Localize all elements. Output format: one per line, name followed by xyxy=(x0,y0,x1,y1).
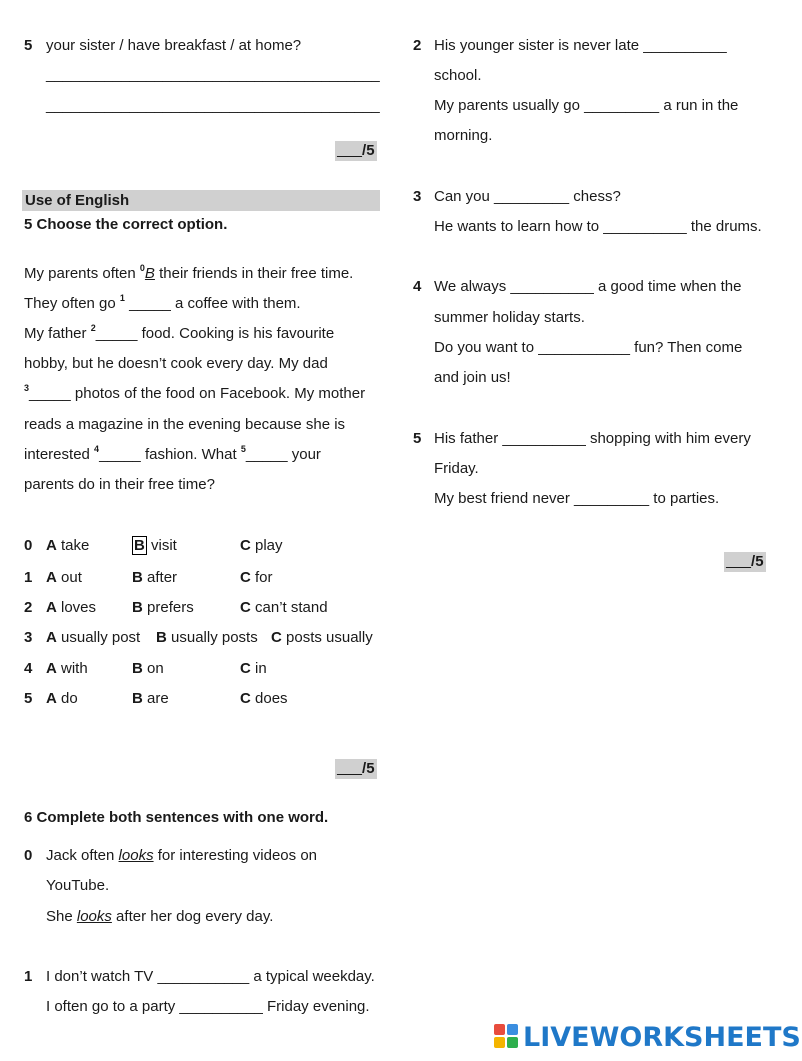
option-a[interactable]: A out xyxy=(46,569,82,586)
paragraph-line-7: interested $^4$_____ fashion. What $^5$_____ your xyxy=(24,444,321,463)
item-3-line-2[interactable]: He wants to learn how to __________ the drums. xyxy=(434,218,762,235)
item-4-line-4: and join us! xyxy=(434,369,511,386)
option-b[interactable]: B on xyxy=(132,660,164,677)
item-5-line-3[interactable]: My best friend never _________ to parties. xyxy=(434,490,720,507)
item-2-line-3[interactable]: My parents usually go _________ a run in the xyxy=(434,97,739,114)
item-5-number: 5 xyxy=(413,430,422,447)
score-box-1: ___/5 xyxy=(337,142,375,159)
exercise-5-heading: 5 Choose the correct option. xyxy=(24,216,228,233)
option-c[interactable]: C for xyxy=(240,569,273,586)
logo-mark-icon xyxy=(494,1024,520,1050)
item-2-number: 2 xyxy=(413,37,422,54)
exercise-6-heading: 6 Complete both sentences with one word. xyxy=(24,809,329,826)
item-5-line-2: Friday. xyxy=(434,460,479,477)
q5-prompt: your sister / have breakfast / at home? xyxy=(46,37,302,54)
option-b[interactable]: B prefers xyxy=(132,599,194,616)
logo-text: LIVEWORKSHEETS xyxy=(523,1021,801,1053)
paragraph-line-5: $^3$_____ photos of the food on Facebook. My mother xyxy=(24,383,366,402)
option-a[interactable]: A take xyxy=(46,537,90,554)
item-3-line-1[interactable]: Can you _________ chess? xyxy=(434,188,621,205)
option-a[interactable]: A loves xyxy=(46,599,97,616)
item-1-line-1[interactable]: I don’t watch TV ___________ a typical weekday. xyxy=(46,968,375,985)
q5-answer-line-2[interactable]: ________________________________________ xyxy=(46,97,380,114)
item-0-line-3: She looks after her dog every day. xyxy=(46,908,274,925)
option-c[interactable]: C in xyxy=(240,660,267,677)
option-c[interactable]: C does xyxy=(240,690,288,707)
option-a[interactable]: A with xyxy=(46,660,88,677)
item-4-line-1[interactable]: We always __________ a good time when the xyxy=(434,278,742,295)
option-c[interactable]: C posts usually xyxy=(271,629,373,646)
option-a[interactable]: A usually post xyxy=(46,629,141,646)
item-2-line-4: morning. xyxy=(434,127,493,144)
item-4-number: 4 xyxy=(413,278,422,295)
item-0-line-2: YouTube. xyxy=(46,877,110,894)
liveworksheets-logo[interactable] xyxy=(494,1020,801,1054)
paragraph-line-8: parents do in their free time? xyxy=(24,476,215,493)
paragraph-line-1: My parents often $^0$B their friends in their free time. xyxy=(24,263,354,282)
q5-number: 5 xyxy=(24,37,33,54)
item-1-number: 1 xyxy=(24,968,33,985)
item-4-line-2: summer holiday starts. xyxy=(434,309,585,326)
item-5-line-1[interactable]: His father __________ shopping with him every xyxy=(434,430,751,447)
section-title-use-of-english: Use of English xyxy=(22,190,380,211)
score-box-2: ___/5 xyxy=(337,760,375,777)
paragraph-line-4: hobby, but he doesn’t cook every day. My dad xyxy=(24,355,328,372)
option-a[interactable]: A do xyxy=(46,690,78,707)
score-box-3: ___/5 xyxy=(726,553,764,570)
paragraph-line-2: They often go $^1$ _____ a coffee with them. xyxy=(24,293,301,312)
item-4-line-3[interactable]: Do you want to ___________ fun? Then come xyxy=(434,339,743,356)
item-2-line-1[interactable]: His younger sister is never late __________ xyxy=(434,37,727,54)
option-b[interactable]: B usually posts xyxy=(156,629,258,646)
paragraph-line-3: My father $^2$_____ food. Cooking is his favourite xyxy=(24,323,335,342)
option-c[interactable]: C play xyxy=(240,537,283,554)
option-c[interactable]: C can’t stand xyxy=(240,599,328,616)
q5-answer-line-1[interactable]: ________________________________________ xyxy=(46,66,380,83)
option-b-selected[interactable]: B visit xyxy=(134,537,177,554)
item-1-line-2[interactable]: I often go to a party __________ Friday evening. xyxy=(46,998,370,1015)
item-3-number: 3 xyxy=(413,188,422,205)
paragraph-line-6: reads a magazine in the evening because she is xyxy=(24,416,346,433)
item-2-line-2: school. xyxy=(434,67,482,84)
item-0-line-1: Jack often looks for interesting videos on xyxy=(46,847,318,864)
option-b[interactable]: B after xyxy=(132,569,178,586)
option-b[interactable]: B are xyxy=(132,690,169,707)
item-0-number: 0 xyxy=(24,847,33,864)
example-answer: B xyxy=(144,265,155,282)
